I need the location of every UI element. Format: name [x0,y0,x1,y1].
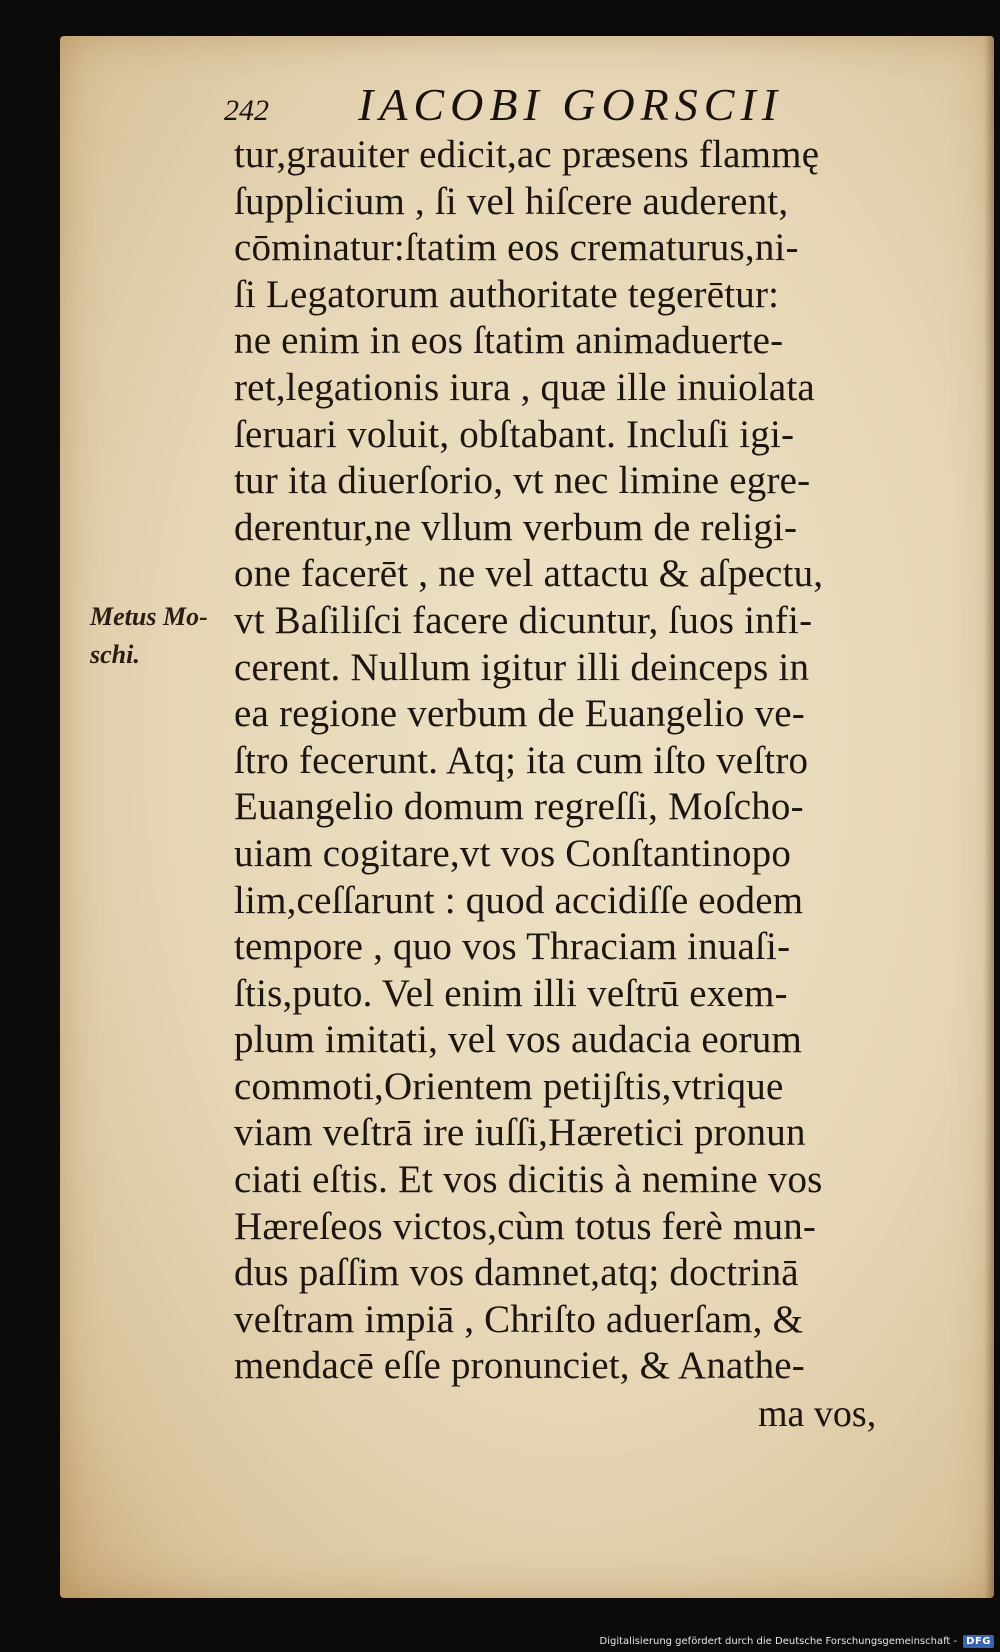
text-line: ſtro fecerunt. Atq; ita cum iſto veſtro [234,738,809,782]
catchword: ma vos, [758,1393,877,1435]
footer-credit: Digitalisierung gefördert durch die Deutsche Forschungsgemeinschaft - [599,1636,958,1647]
text-line: ciati eſtis. Et vos dicitis à nemine vos [234,1158,823,1202]
text-line: dus paſſim vos damnet,atq; doctrinā [234,1251,799,1295]
text-line: Euangelio domum regreſſi, Moſcho- [234,785,804,829]
footer [600,1635,994,1648]
text-line: viam veſtrā ire iuſſi,Hæretici pronun [234,1111,806,1155]
marginal-note-line: Metus Mo- [90,602,208,631]
text-line: commoti,Orientem petijſtis,vtrique [234,1064,784,1108]
text-line: uiam cogitare,vt vos Conſtantinopo [234,831,792,875]
text-line: ſtis,puto. Vel enim illi veſtrū exem- [234,971,788,1015]
text-line: tur ita diuerſorio, vt nec limine egre- [234,459,811,503]
text-line: plum imitati, vel vos audacia eorum [234,1018,803,1062]
body-text [234,132,910,1390]
text-line: ret,legationis iura , quæ ille inuiolata [234,365,815,409]
text-line: tempore , quo vos Thraciam inuaſi- [234,925,791,969]
marginal-note-line: schi. [90,640,140,669]
text-line: lim,ceſſarunt : quod accidiſſe eodem [234,878,804,922]
text-line: ne enim in eos ſtatim animaduerte- [234,319,784,363]
running-head: IACOBI GORSCII [358,79,784,130]
text-line: ſupplicium , ſi vel hiſcere auderent, [234,179,789,223]
text-line: ſi Legatorum authoritate tegerētur: [234,272,780,316]
page-edge-shadow [984,36,994,1598]
page-header [224,78,864,138]
text-line: derentur,ne vllum verbum de religi- [234,505,798,549]
text-line: vt Baſiliſci facere dicuntur, ſuos infi- [234,598,813,642]
text-line: one facerēt , ne vel attactu & aſpectu, [234,552,824,596]
text-line: veſtram impiā , Chriſto aduerſam, & [234,1297,804,1341]
text-line: Hæreſeos victos,cùm totus ferè mun- [234,1204,817,1248]
text-line: cerent. Nullum igitur illi deinceps in [234,645,810,689]
page-number: 242 [224,94,269,127]
text-line: ſeruari voluit, obſtabant. Incluſi igi- [234,412,795,456]
text-line: mendacē eſſe pronunciet, & Anathe- [234,1344,805,1388]
marginal-note [90,598,240,674]
text-line: cōminatur:ſtatim eos crematurus,ni- [234,226,799,270]
text-line: tur,grauiter edicit,ac præsens flammę [234,133,820,176]
text-line: ea regione verbum de Euangelio ve- [234,692,805,736]
dfg-logo: DFG [963,1635,994,1648]
